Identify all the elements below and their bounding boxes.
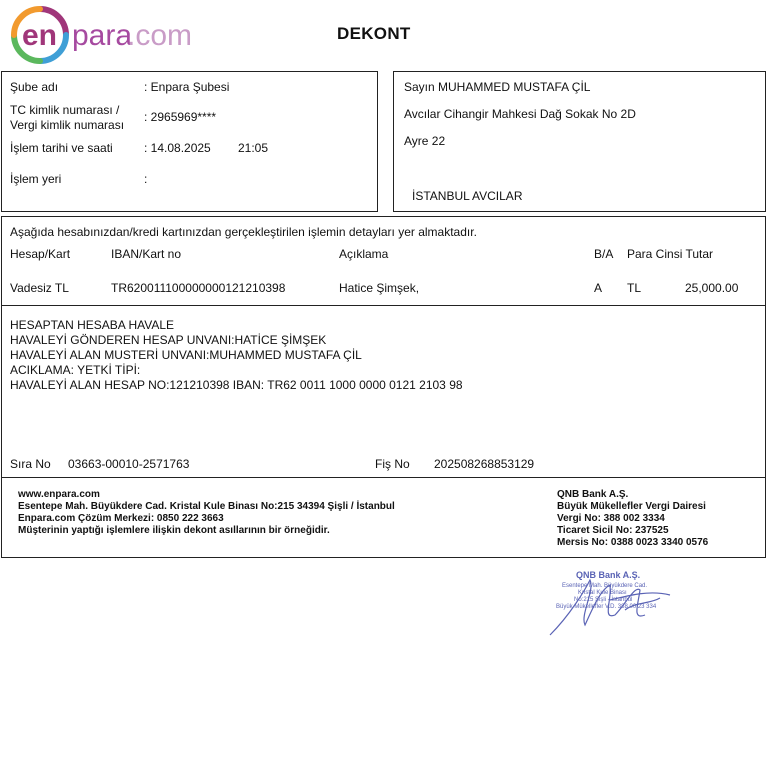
recipient-address-line1: Avcılar Cihangir Mahkesi Dağ Sokak No 2D [404,107,636,121]
divider-lower [1,477,766,478]
enpara-logo [10,3,200,65]
detail-line-5: HAVALEYİ ALAN HESAP NO:121210398 IBAN: TR62 0011 1000 0000 0121 2103 98 [10,378,463,392]
svg-text:Büyük Mükellefler V.D. 388 00: Büyük Mükellefler V.D. 388 00 23 334 [556,604,657,610]
header-account: Hesap/Kart [10,247,71,261]
branch-value: : Enpara Şubesi [144,80,230,94]
row-currency: TL [627,281,642,295]
footer-disclaimer: Müşterinin yaptığı işlemlere ilişkin dekont asıllarının bir örneğidir. [18,525,330,536]
header-ba: B/A [594,247,614,261]
divider-upper [1,305,766,306]
bank-stamp-signature [540,560,690,642]
branch-label: Şube adı [10,80,59,94]
tc-label-line1: TC kimlik numarası / [10,103,120,117]
footer-website: www.enpara.com [18,489,100,500]
transaction-intro: Aşağıda hesabınızdan/kredi kartınızdan gerçekleştirilen işlemin detayları yer almaktadır. [10,225,477,239]
row-amount: 25,000.00 [685,281,739,295]
footer-trade-registry: Ticaret Sicil No: 237525 [557,525,669,536]
header-currency-amount: Para Cinsi Tutar [627,247,714,261]
document-title: DEKONT [337,24,411,43]
tc-label-line2: Vergi kimlik numarası [10,118,125,132]
footer-bank-name: QNB Bank A.Ş. [557,489,629,500]
datetime-label: İşlem tarihi ve saati [10,141,113,155]
row-account: Vadesiz TL [10,281,69,295]
header-iban: IBAN/Kart no [111,247,182,261]
svg-text:Esentepe Mah. Büyükdere Cad.: Esentepe Mah. Büyükdere Cad. [562,583,648,589]
date-value: : 14.08.2025 [144,141,211,155]
sira-value: 03663-00010-2571763 [68,457,190,471]
logo-com-text: .com [127,19,193,52]
location-label: İşlem yeri [10,172,62,186]
detail-line-4: ACIKLAMA: YETKİ TİPİ: [10,363,141,377]
footer-mersis: Mersis No: 0388 0023 3340 0576 [557,537,709,548]
svg-text:QNB Bank A.Ş.: QNB Bank A.Ş. [576,570,641,580]
fis-value: 202508268853129 [434,457,535,471]
location-value: : [144,172,148,186]
recipient-name: Sayın MUHAMMED MUSTAFA ÇİL [404,80,591,94]
detail-line-3: HAVALEYİ ALAN MUSTERİ UNVANI:MUHAMMED MUSTAFA ÇİL [10,348,362,362]
time-value: 21:05 [238,141,269,155]
row-iban: TR620011100000000121210398 [111,281,286,295]
detail-line-2: HAVALEYİ GÖNDEREN HESAP UNVANI:HATİCE ŞİMŞEK [10,333,327,347]
fis-label: Fiş No [375,457,410,471]
svg-text:Kristal Kule Binası: Kristal Kule Binası [578,590,627,596]
detail-line-1: HESAPTAN HESABA HAVALE [10,318,175,332]
recipient-city: İSTANBUL AVCILAR [412,189,523,203]
logo-para-text: para [72,19,133,52]
tc-value: : 2965969**** [144,110,217,124]
logo-en-text: en [22,19,58,52]
footer-support: Enpara.com Çözüm Merkezi: 0850 222 3663 [18,513,224,524]
svg-text:No:215 Şişli - İstanbul: No:215 Şişli - İstanbul [574,597,633,603]
header-description: Açıklama [339,247,389,261]
footer-address: Esentepe Mah. Büyükdere Cad. Kristal Kule Binası No:215 34394 Şişli / İstanbul [18,501,395,512]
row-ba: A [594,281,603,295]
footer-tax-no: Vergi No: 388 002 3334 [557,513,665,524]
footer-tax-office: Büyük Mükellefler Vergi Dairesi [557,501,706,512]
recipient-address-line2: Ayre 22 [404,134,446,148]
row-description: Hatice Şimşek, [339,281,420,295]
sira-label: Sıra No [10,457,51,471]
